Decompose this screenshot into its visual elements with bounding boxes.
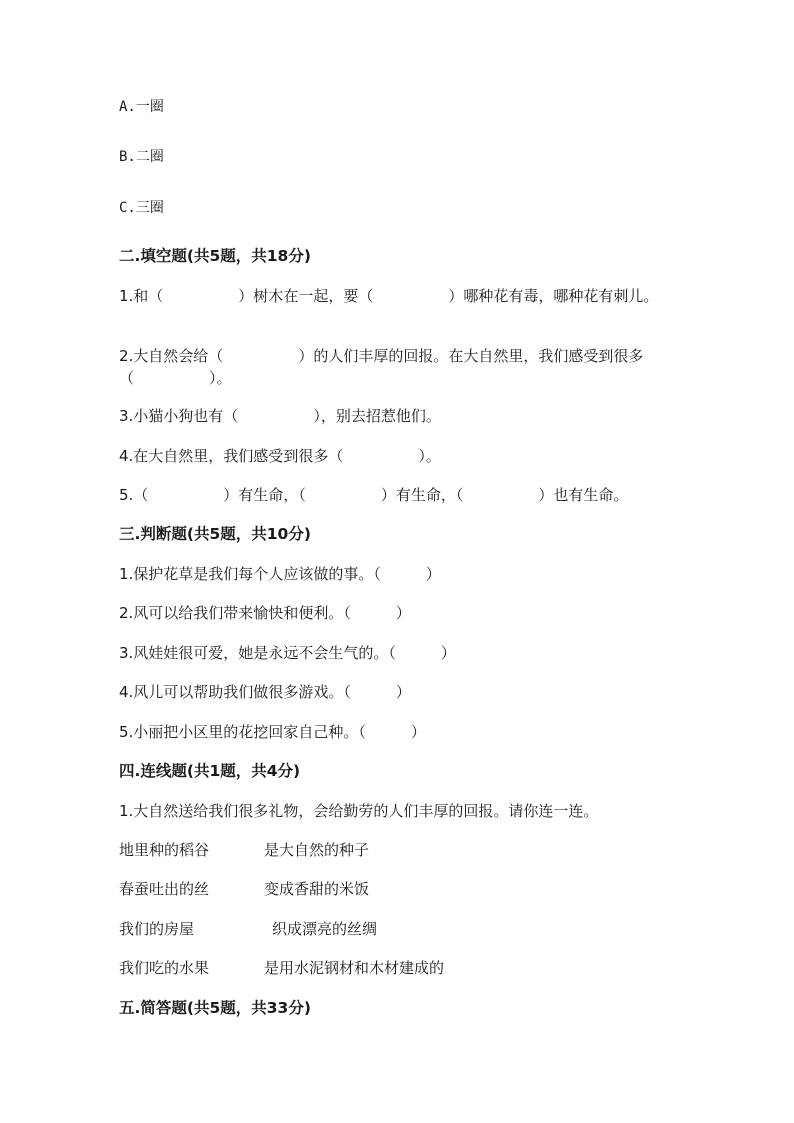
fill-in-question-3: 3.小猫小狗也有（ ），别去招惹他们。 (119, 407, 441, 425)
option-a: A.一圈 (119, 99, 164, 115)
true-false-question-3: 3.风娃娃很可爱，她是永远不会生气的。（ ） (119, 644, 456, 662)
true-false-question-1: 1.保护花草是我们每个人应该做的事。（ ） (119, 565, 441, 583)
matching-right-item: 变成香甜的米饭 (264, 880, 370, 898)
matching-left-item: 春蚕吐出的丝 (119, 880, 210, 898)
matching-right-item: 织成漂亮的丝绸 (272, 920, 378, 938)
section-heading-true-false: 三.判断题(共5题，共10分) (119, 525, 311, 543)
true-false-question-4: 4.风儿可以帮助我们做很多游戏。（ ） (119, 683, 411, 701)
fill-in-question-2: 2.大自然会给（ ）的人们丰厚的回报。在大自然里，我们感受到很多（ ）。 (119, 347, 644, 387)
matching-left-item: 我们的房屋 (119, 920, 195, 938)
fill-in-question-5: 5.（ ）有生命，（ ）有生命，（ ）也有生命。 (119, 486, 629, 504)
true-false-question-5: 5.小丽把小区里的花挖回家自己种。（ ） (119, 723, 426, 741)
matching-right-item: 是用水泥钢材和木材建成的 (264, 959, 445, 977)
option-b: B.二圈 (119, 149, 164, 165)
true-false-question-2: 2.风可以给我们带来愉快和便利。（ ） (119, 604, 411, 622)
fill-in-question-4: 4.在大自然里，我们感受到很多（ ）。 (119, 447, 441, 465)
matching-left-item: 我们吃的水果 (119, 959, 210, 977)
fill-in-question-1: 1.和（ ）树木在一起，要（ ）哪种花有毒，哪种花有刺儿。 (119, 287, 659, 305)
matching-prompt: 1.大自然送给我们很多礼物，会给勤劳的人们丰厚的回报。请你连一连。 (119, 802, 599, 820)
matching-right-item: 是大自然的种子 (264, 841, 370, 859)
matching-left-item: 地里种的稻谷 (119, 841, 210, 859)
option-c: C.三圈 (119, 200, 164, 216)
section-heading-fill-in: 二.填空题(共5题，共18分) (119, 247, 311, 265)
section-heading-matching: 四.连线题(共1题，共4分) (119, 762, 301, 780)
section-heading-short-answer: 五.简答题(共5题，共33分) (119, 999, 311, 1017)
